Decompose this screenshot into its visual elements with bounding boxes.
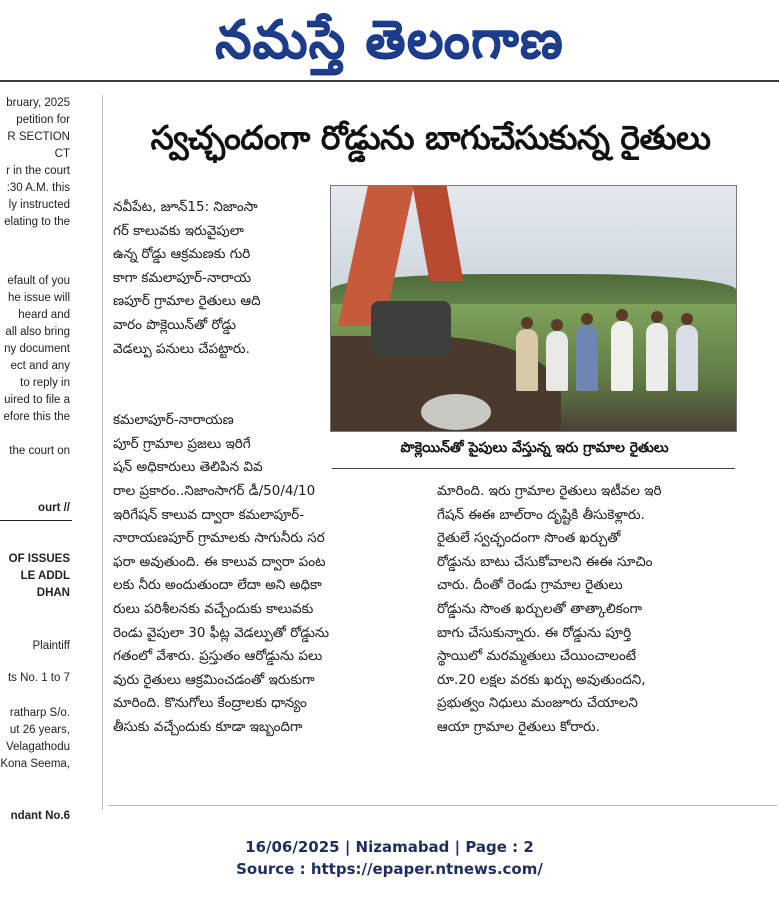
plaintiff-label: Plaintiff	[32, 640, 70, 652]
text-line: ణపూర్ గ్రామాల రైతులు ఆది	[113, 293, 261, 310]
farmer-figure	[576, 325, 598, 391]
legal-notice-block-5	[0, 705, 70, 773]
text-line: రూ.20 లక్షల వరకు ఖర్చు అవుతుందని,	[437, 671, 646, 688]
caption-rule	[332, 468, 735, 469]
masthead	[0, 0, 779, 82]
text-line: ఫరా అవుతుంది. ఈ కాలువ ద్వారా పంట	[113, 553, 326, 570]
farmer-figure	[676, 325, 698, 391]
text-line: CT	[54, 148, 70, 160]
text-line: :30 A.M. this	[6, 182, 70, 194]
text-line: to reply in	[20, 377, 70, 389]
text-line: గర్ కాలువకు ఇరువైపులా	[113, 222, 244, 239]
text-line: వెడల్పు పనులు చేపట్టారు.	[113, 340, 250, 357]
text-line: లకు నీరు అందుతుందా లేదా అని అధికా	[113, 577, 322, 594]
divider	[0, 520, 72, 521]
text-line: ఆయా గ్రామాల రైతులు కోరారు.	[437, 718, 601, 735]
text-line: he issue will	[8, 292, 70, 304]
text-line: R SECTION	[7, 131, 70, 143]
text-line: ny document	[4, 343, 70, 355]
legal-notice-signature: ourt //	[38, 502, 70, 514]
article-column-a	[113, 196, 319, 361]
farmer-figure	[611, 321, 633, 391]
text-line: రాల ప్రకారం..నిజాంసాగర్ డీ/50/4/10	[113, 483, 316, 499]
text-line: మారింది. కొనుగోలు కేంద్రాలకు ధాన్యం	[113, 695, 307, 712]
text-line: ratharp S/o.	[9, 707, 70, 719]
text-line: ect and any	[10, 360, 70, 372]
text-line: elating to the	[4, 216, 70, 228]
text-line: మారింది. ఇరు గ్రామాల రైతులు ఇటీవల ఇరి	[437, 483, 662, 499]
legal-notice-heading	[9, 551, 70, 602]
text-line	[4, 426, 70, 443]
column-divider	[102, 95, 103, 810]
footer-source: Source : https://epaper.ntnews.com/	[236, 860, 543, 878]
concrete-pipe	[421, 394, 491, 430]
text-line: Kona Seema,	[0, 758, 70, 770]
text-line: నవీపేట, జూన్15: నిజాంసా	[113, 199, 258, 215]
text-line: ut 26 years,	[9, 724, 70, 736]
defendant-label: ndant No.6	[10, 810, 70, 822]
text-line: bruary, 2025	[6, 97, 70, 109]
farmer-figure	[646, 323, 668, 391]
article-headline: స్వచ్ఛందంగా రోడ్డును బాగుచేసుకున్న రైతులు	[150, 118, 711, 157]
text-line: ly instructed	[8, 199, 70, 211]
legal-notice-block-2	[4, 273, 70, 460]
text-line: Velagathodu	[6, 741, 70, 753]
text-line: DHAN	[36, 587, 70, 599]
text-line: రోడ్డును బాటు చేసుకోవాలని ఈఈ సూచిం	[437, 553, 653, 570]
newspaper-logo: నమస్తే తెలంగాణ	[215, 10, 564, 70]
article-column-a-continued	[113, 409, 319, 480]
text-line: OF ISSUES	[8, 553, 70, 565]
article-photo	[330, 185, 737, 432]
text-line: వారం పొక్లెయిన్‌తో రోడ్డు	[113, 316, 237, 333]
text-line: efore this the	[3, 411, 70, 423]
text-line: షన్ అధికారులు తెలిపిన వివ	[113, 459, 263, 476]
text-line: r in the court	[6, 165, 70, 177]
text-line: ప్రభుత్వం నిధులు మంజూరు చేయాలని	[437, 695, 638, 712]
text-line: petition for	[16, 114, 70, 126]
text-line: గేషన్ ఈఈ బాల్‌రాం దృష్టికి తీసుకెళ్లారు.	[437, 506, 645, 523]
text-line: రులు పరిశీలనకు వచ్చేందుకు కాలువకు	[113, 600, 314, 617]
article-column-b	[113, 480, 420, 740]
text-line: పూర్ గ్రామాల ప్రజలు ఇరిగే	[113, 435, 251, 452]
text-line: LE ADDL	[20, 570, 70, 582]
legal-notice-block-4	[8, 670, 70, 687]
text-line: ఇరిగేషన్ కాలువ ద్వారా కమలాపూర్-	[113, 506, 305, 523]
text-line: చారు. దీంతో రెండు గ్రామాల రైతులు	[437, 577, 623, 594]
text-line: the court on	[9, 445, 70, 457]
text-line: heard and	[18, 309, 70, 321]
excavator-bucket	[371, 301, 451, 356]
farmer-figure	[516, 329, 538, 391]
text-line: రెండు వైపులా 30 ఫీట్ల వెడల్పుతో రోడ్డును	[113, 624, 330, 641]
text-line: uired to file a	[4, 394, 70, 406]
text-line: కాగా కమలాపూర్-నారాయ	[113, 269, 252, 286]
text-line: తీసుకు వచ్చేందుకు కూడా ఇబ్బందిగా	[113, 718, 303, 735]
text-line: స్థాయిలో మరమ్మతులు చేయించాలంటే	[437, 648, 637, 665]
text-line: all also bring	[5, 326, 70, 338]
text-line: కమలాపూర్-నారాయణ	[113, 412, 234, 428]
text-line: ts No. 1 to 7	[7, 672, 70, 684]
text-line: వురు రైతులు ఆక్రమించడంతో ఇరుకుగా	[113, 671, 315, 688]
text-line: రైతులే స్వచ్ఛందంగా సొంత ఖర్చుతో	[437, 530, 621, 547]
text-line: గతంలో వేశారు. ప్రస్తుతం ఆరోడ్డును పలు	[113, 648, 323, 665]
masthead-rule	[0, 80, 779, 82]
footer-date-edition: 16/06/2025 | Nizamabad | Page : 2	[245, 838, 534, 856]
article-bottom-rule	[108, 805, 777, 806]
photo-caption: పొక్లెయిన్‌తో పైపులు వేస్తున్న ఇరు గ్రామాల రైతులు	[400, 440, 669, 456]
text-line: efault of you	[7, 275, 70, 287]
legal-notice-block-1	[4, 95, 70, 231]
text-line: నారాయణపూర్ గ్రామాలకు సాగునీరు సర	[113, 530, 325, 547]
text-line: రోడ్డును సొంత ఖర్చులతో తాత్కాలికంగా	[437, 600, 643, 617]
page-footer	[0, 836, 779, 880]
article-column-c	[437, 480, 737, 740]
adjacent-article-clipped	[0, 95, 72, 825]
farmer-figure	[546, 331, 568, 391]
text-line: బాగు చేసుకున్నారు. ఈ రోడ్డును పూర్తి	[437, 624, 632, 641]
text-line: ఉన్న రోడ్డు ఆక్రమణకు గురి	[113, 246, 251, 263]
